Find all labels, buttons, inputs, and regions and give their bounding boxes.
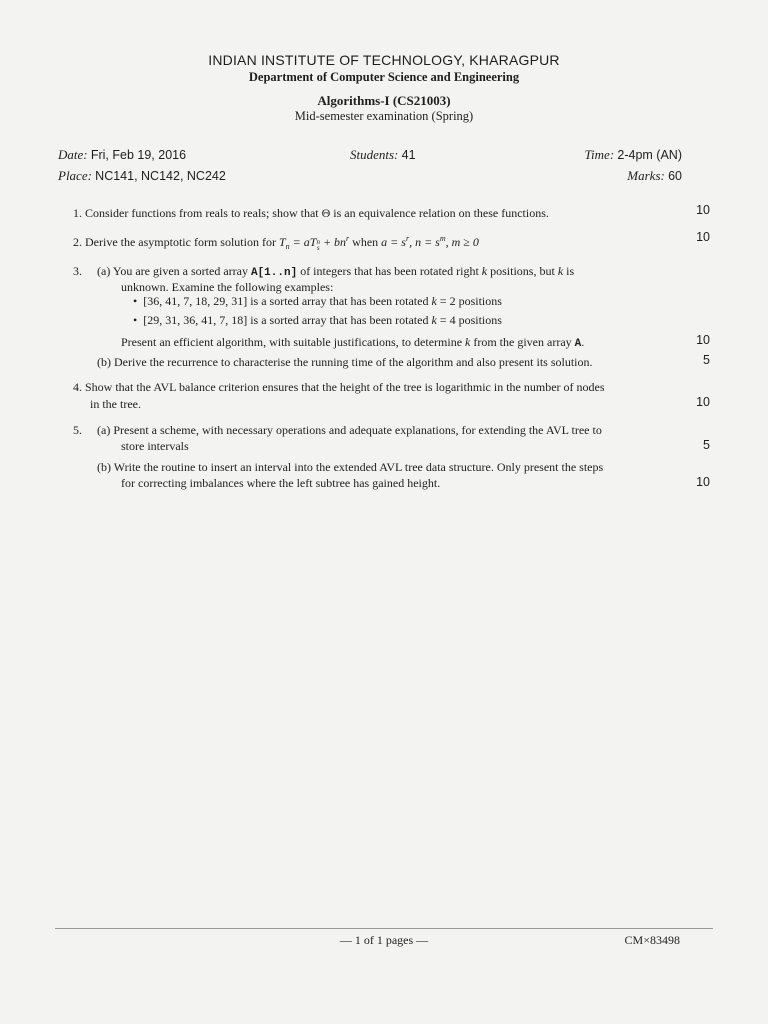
course-title: Algorithms-I (CS21003) <box>317 93 451 108</box>
part-text: Write the routine to insert an interval into the extended AVL tree data structure. Only present the steps <box>113 460 604 474</box>
question-text: Show that the AVL balance criterion ensures that the height of the tree is logarithmic in the number of nodes <box>85 380 605 394</box>
part-label: (b) <box>97 355 111 369</box>
question-4-marks: 10 <box>696 395 710 409</box>
footer-divider <box>55 928 713 929</box>
date-value: Fri, Feb 19, 2016 <box>90 148 187 162</box>
question-3a-line2: unknown. Examine the following examples: <box>121 280 334 294</box>
part-text: Present an efficient algorithm, with suitable justifications, to determine <box>121 335 463 349</box>
document-code: CM×83498 <box>624 933 680 947</box>
recurrence-formula: $T_n$ = aTn $s + bn^r$ <box>278 234 350 252</box>
bullet-icon: • <box>133 294 138 308</box>
example-bullet-2 <box>133 313 502 328</box>
question-2-marks: 10 <box>696 230 710 244</box>
question-5b-marks: 10 <box>696 475 710 489</box>
time-value: 2-4pm (AN) <box>617 148 682 162</box>
question-5b <box>97 459 603 475</box>
institute-name: INDIAN INSTITUTE OF TECHNOLOGY, KHARAGPUR <box>208 52 560 68</box>
question-2 <box>73 231 479 255</box>
date-label: Date: <box>58 147 88 162</box>
example-array: [36, 41, 7, 18, 29, 31] <box>143 294 248 308</box>
math-k: k <box>481 264 488 278</box>
example-text: is a sorted array that has been rotated <box>250 313 429 327</box>
question-5b-line2: for correcting imbalances where the left subtree has gained height. <box>121 476 441 490</box>
question-3a-marks: 10 <box>696 333 710 347</box>
marks-field <box>627 168 682 184</box>
part-label: (a) <box>97 264 111 278</box>
exam-title: Mid-semester examination (Spring) <box>294 109 474 123</box>
department-name: Department of Computer Science and Engineering <box>248 70 520 84</box>
students-field <box>350 147 416 163</box>
part-text: Derive the recurrence to characterise the running time of the algorithm and also present its solution. <box>114 355 593 369</box>
part-text: positions, but <box>490 264 555 278</box>
place-label: Place: <box>58 168 92 183</box>
time-label: Time: <box>584 147 615 162</box>
math-k: k <box>431 313 437 327</box>
part-text: Present a scheme, with necessary operations and adequate explanations, for extending the AVL tree to <box>113 423 602 437</box>
students-value: 41 <box>401 148 416 162</box>
page-count-text: — 1 of 1 pages — <box>339 933 429 947</box>
math-k: k <box>431 294 437 308</box>
question-number: 4. <box>73 380 82 394</box>
question-4-line2: in the tree. <box>90 397 141 411</box>
bullet-icon: • <box>133 313 138 327</box>
math-k: k <box>557 264 564 278</box>
question-4 <box>73 379 605 395</box>
part-text: is <box>566 264 575 278</box>
question-3a-present: Present an efficient algorithm, with suitable justifications, to determine k from the given array A. <box>121 335 585 350</box>
students-label: Students: <box>350 147 399 162</box>
condition-formula: $a = s^r$, $n = s^m$, m ≥ 0 <box>381 234 479 249</box>
part-text: from the given array <box>473 335 572 349</box>
example-k: = 4 positions <box>439 313 502 327</box>
question-3b <box>97 354 593 370</box>
question-text: when <box>352 235 379 249</box>
question-1-marks: 10 <box>696 203 710 217</box>
place-field <box>58 168 226 184</box>
question-3b-marks: 5 <box>703 353 710 367</box>
question-number: 2. <box>73 235 82 249</box>
array-code: A[1..n] <box>250 267 298 279</box>
time-field <box>585 147 682 163</box>
math-k: k <box>465 335 471 349</box>
part-label: (a) <box>97 423 111 437</box>
place-value: NC141, NC142, NC242 <box>95 169 226 183</box>
date-field <box>58 147 186 163</box>
question-1 <box>73 205 549 221</box>
question-number: 3. <box>73 264 82 278</box>
marks-label: Marks: <box>627 168 665 183</box>
question-5a-marks: 5 <box>703 438 710 452</box>
array-code: A <box>574 338 582 350</box>
question-number: 5. <box>73 423 82 437</box>
marks-value: 60 <box>668 169 682 183</box>
example-text: is a sorted array that has been rotated <box>250 294 429 308</box>
question-5 <box>73 422 82 438</box>
question-number: 1. <box>73 206 82 220</box>
part-text: You are given a sorted array <box>112 264 248 278</box>
example-bullet-1 <box>133 294 502 309</box>
example-array: [29, 31, 36, 41, 7, 18] <box>143 313 248 327</box>
example-k: = 2 positions <box>439 294 502 308</box>
question-text: Consider functions from reals to reals; show that Θ is an equivalence relation on these functions. <box>85 206 549 220</box>
part-label: (b) <box>97 460 111 474</box>
part-text: of integers that has been rotated right <box>300 264 479 278</box>
question-3 <box>73 263 82 279</box>
question-5a-line2: store intervals <box>121 439 189 453</box>
question-5a <box>97 422 602 438</box>
question-text: Derive the asymptotic form solution for <box>85 235 276 249</box>
